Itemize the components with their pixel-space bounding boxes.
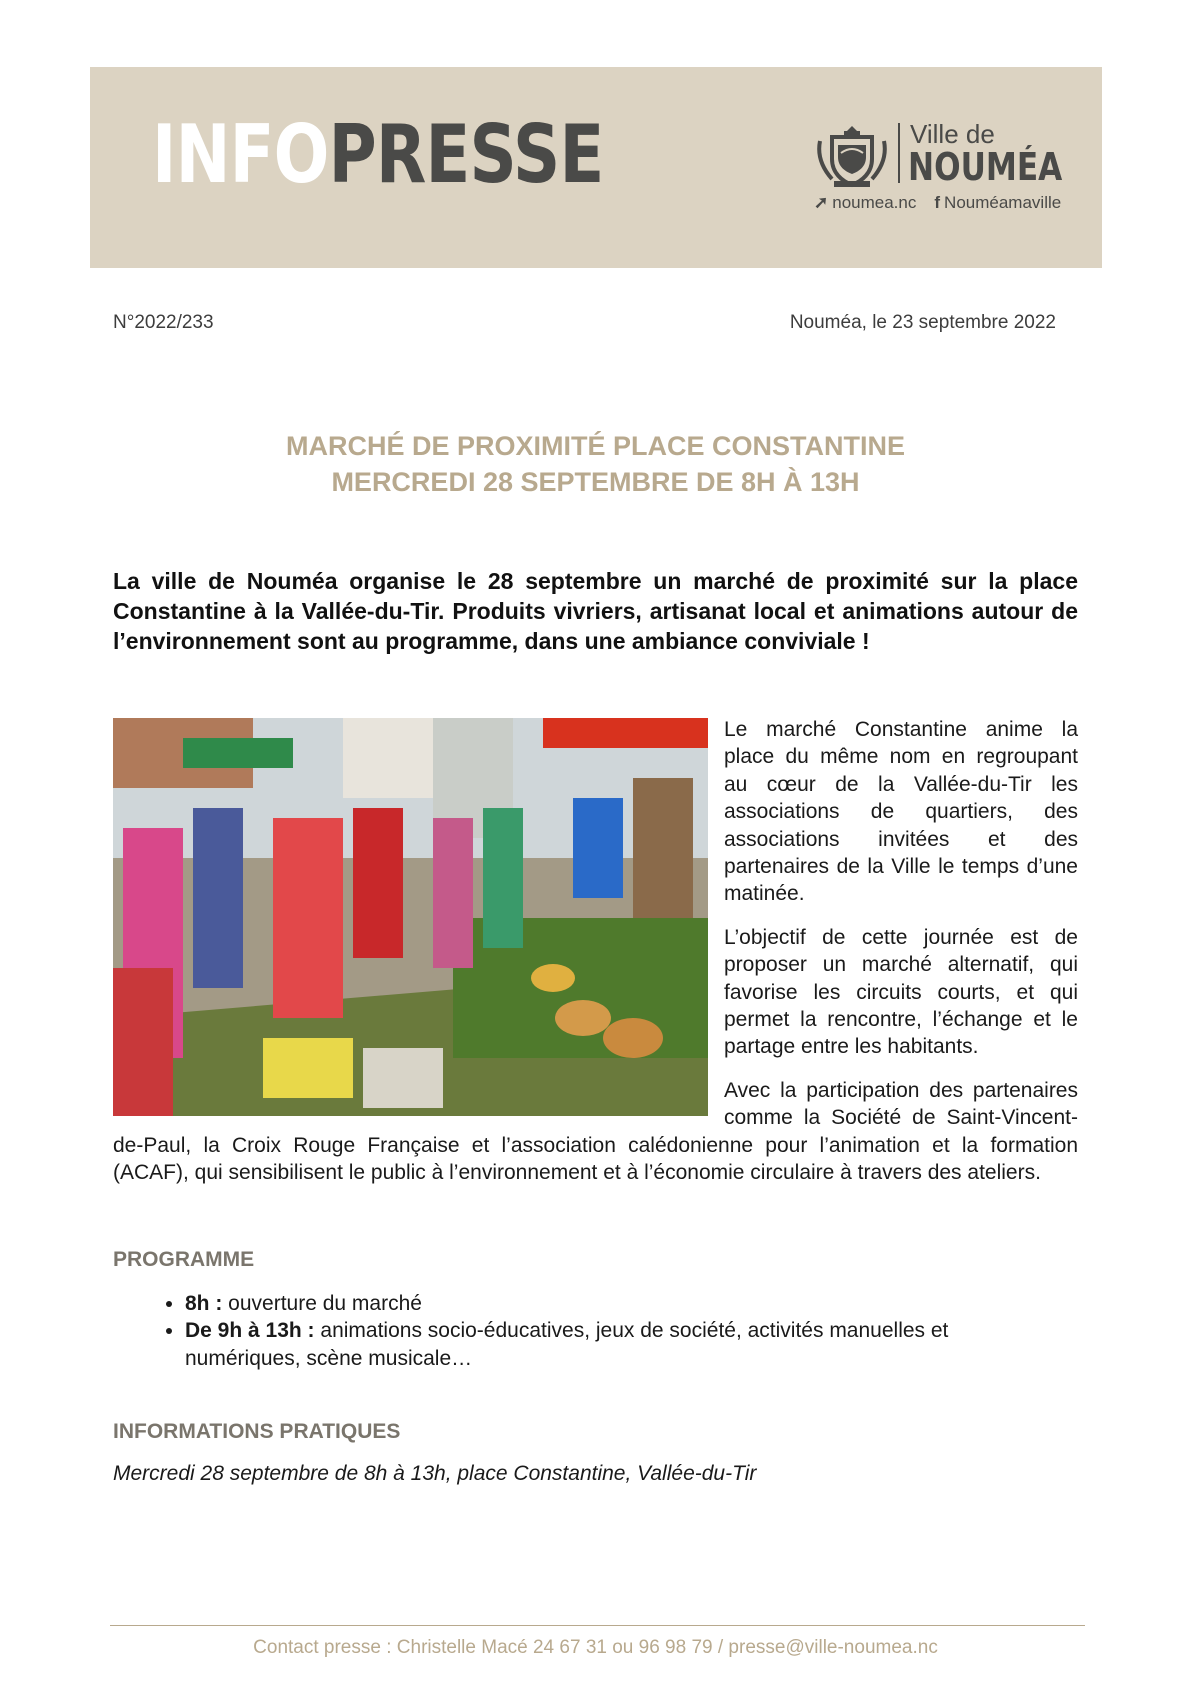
footer-divider [110, 1625, 1085, 1626]
title-line-2: MERCREDI 28 SEPTEMBRE DE 8H À 13H [331, 467, 860, 497]
logo-noumea-text: NOUMÉA [908, 145, 1063, 189]
article-body [113, 716, 1078, 1203]
logo-socials [814, 193, 1061, 213]
brand-presse-text: PRESSE [328, 108, 604, 201]
programme-heading: PROGRAMME [113, 1248, 255, 1271]
arrow-icon: ➚ [814, 193, 829, 212]
logo-divider [898, 123, 900, 183]
market-photo [113, 718, 708, 1116]
press-contact: Contact presse : Christelle Macé 24 67 31 ou 96 98 79 / presse@ville-noumea.nc [253, 1637, 938, 1658]
press-title [113, 428, 1078, 500]
body-paragraph-2: L’objectif de cette journée est de proposer un marché alternatif, qui favorise les circuits courts, et qui permet la rencontre, l’échange et le partage entre les habitants. [724, 925, 1078, 1059]
programme-time: De 9h à 13h : [185, 1319, 315, 1343]
brand-info-text: INFO [152, 108, 329, 201]
body-paragraph-3: Avec la participation des partenaires comme la Société de Saint-Vincent-de-Paul, la Croix Rouge Française et l’association calédonienne pour l’animation et la formation (ACAF), qui sensibilisent le public à l’environnement et à l’économie circulaire à travers des ateliers. [113, 1078, 1078, 1185]
lead-paragraph: La ville de Nouméa organise le 28 septembre un marché de proximité sur la place Constantine à la Vallée-du-Tir. Produits vivriers, artisanat local et animations autour de l’environnement sont au programme, dans une ambiance conviviale ! [113, 568, 1078, 654]
programme-text: animations socio-éducatives, jeux de société, activités manuelles et numériques, scène musicale… [185, 1319, 949, 1370]
logo-facebook-text: Nouméamaville [944, 193, 1062, 212]
press-reference-number: N°2022/233 [113, 312, 214, 333]
list-item [185, 1290, 1045, 1317]
press-date: Nouméa, le 23 septembre 2022 [789, 312, 1056, 333]
practical-info-heading: INFORMATIONS PRATIQUES [113, 1420, 401, 1443]
coat-of-arms-icon [814, 123, 890, 189]
info-presse-brand [152, 108, 604, 201]
logo-ville-text: Ville de [910, 119, 995, 149]
programme-text: ouverture du marché [222, 1292, 422, 1315]
programme-time: 8h : [185, 1292, 223, 1315]
facebook-icon: f [934, 193, 941, 212]
programme-list [148, 1290, 1045, 1372]
ville-de-noumea-logo [814, 119, 1063, 219]
logo-web-text: noumea.nc [832, 193, 917, 212]
practical-info-text: Mercredi 28 septembre de 8h à 13h, place Constantine, Vallée-du-Tir [113, 1462, 757, 1485]
list-item [185, 1317, 1045, 1372]
header-banner [90, 67, 1102, 268]
title-line-1: MARCHÉ DE PROXIMITÉ PLACE CONSTANTINE [285, 431, 906, 461]
body-paragraph-1: Le marché Constantine anime la place du même nom en regroupant au cœur de la Vallée-du-Tir les associations de quartiers, des associations invitées et des partenaires de la Ville le temps d’une matinée. [724, 718, 1078, 906]
